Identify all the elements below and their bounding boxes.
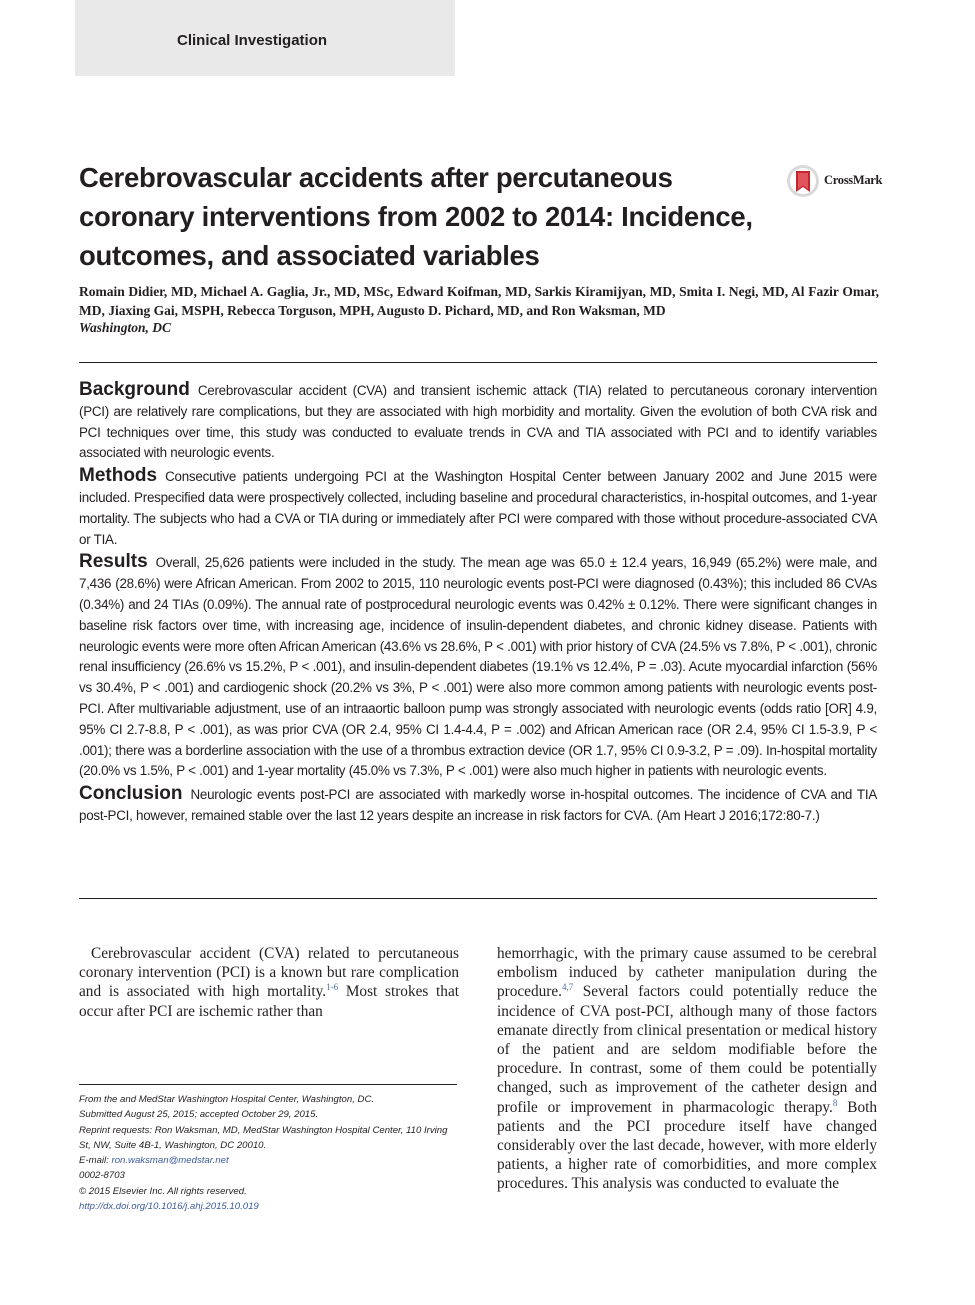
abstract-methods: [79, 466, 877, 550]
affiliation: Washington, DC: [79, 320, 172, 335]
reference-link[interactable]: 8: [832, 1097, 838, 1108]
abstract-bottom-rule: [79, 898, 877, 899]
crossmark-badge[interactable]: [786, 164, 886, 198]
doi-link[interactable]: http://dx.doi.org/10.1016/j.ahj.2015.10.019: [79, 1201, 259, 1213]
methods-heading: Methods: [79, 465, 158, 487]
body-text: hemorrhagic, with the primary cause assumed to be cerebral embolism induced by catheter manipulation during the procedure.: [497, 945, 877, 1001]
footnotes: [79, 1092, 459, 1214]
conclusion-heading: Conclusion: [79, 783, 183, 805]
background-text: Cerebrovascular accident (CVA) and transient ischemic attack (TIA) related to percutaneous coronary intervention (PCI) are relatively rare complications, but they are associated with high morbidity and mortality. Given the evolution of both CVA risk and PCI techniques over time, this study was conducted to evaluate trends in CVA and TIA associated with PCI and to identify variables associated with neurologic events.: [79, 383, 877, 461]
body-text: Several factors could potentially reduce the incidence of CVA post-PCI, although many of those factors emanate directly from clinical presentation or medical history of the patient and are seldom modifiable before the procedure. In contrast, some of them could be potentially changed, such as improvement of the catheter design and profile or improvement in pharmacologic therapy.: [497, 983, 877, 1116]
footnote-reprint: Reprint requests: Ron Waksman, MD, MedStar Washington Hospital Center, 110 Irving St, NW, Suite 4B-1, Washington, DC 20010.: [79, 1124, 448, 1151]
footnote-rule: [79, 1084, 457, 1085]
author-list: Romain Didier, MD, Michael A. Gaglia, Jr., MD, MSc, Edward Koifman, MD, Sarkis Kiramijyan, MD, Smita I. Negi, MD, Al Fazir Omar, MD, Jiaxing Gai, MSPH, Rebecca Torguson, MPH, Augusto D. Pichard, MD, and Ron Waksman, MD: [79, 284, 879, 318]
footnote-from: From the and MedStar Washington Hospital Center, Washington, DC.: [79, 1094, 375, 1105]
abstract-top-rule: [79, 362, 877, 363]
article-title: Cerebrovascular accidents after percutaneous coronary interventions from 2002 to 2014: Incidence, outcomes, and associated variables: [79, 162, 753, 271]
abstract-background: [79, 380, 877, 464]
footnote-issn: 0002-8703: [79, 1170, 125, 1182]
reference-link[interactable]: 1-6: [326, 982, 339, 993]
body-text: Both patients and the PCI procedure itself have changed considerably over the last decade, however, with more elderly patients, a higher rate of comorbidities, and more complex procedures. This analysis was conducted to evaluate the: [497, 1098, 877, 1193]
reference-link[interactable]: 4,7: [561, 982, 574, 993]
footnote-submitted: Submitted August 25, 2015; accepted October 29, 2015.: [79, 1109, 319, 1121]
email-link[interactable]: ron.waksman@medstar.net: [111, 1155, 229, 1167]
conclusion-text: Neurologic events post-PCI are associated with markedly worse in-hospital outcomes. The incidence of CVA and TIA post-PCI, however, remained stable over the last 12 years despite an increase in risk factors for CVA. (Am Heart J 2016;172:80-7.): [79, 787, 877, 823]
section-label: Clinical Investigation: [177, 32, 328, 49]
body-paragraph: [79, 944, 459, 1021]
results-text: Overall, 25,626 patients were included in the study. The mean age was 65.0 ± 12.4 years, 16,949 (65.2%) were male, and 7,436 (28.6%) were African American. From 2002 to 2015, 110 neurologic events post-PCI were diagnosed (0.43%); this included 86 CVAs (0.34%) and 24 TIAs (0.09%). The annual rate of postprocedural neurologic events was 0.42% ± 0.12%. There were significant changes in baseline risk factors over time, with increasing age, incidence of insulin-dependent diabetes, and chronic kidney disease. Patients with neurologic events were more often African American (43.6% vs 28.6%, P < .001) with prior history of CVA (24.5% vs 7.8%, P < .001), chronic renal insufficiency (26.6% vs 15.2%, P < .001), and insulin-dependent diabetes (19.1% vs 12.4%, P = .03). Acute myocardial infarction (56% vs 30.4%, P < .001) and cardiogenic shock (20.2% vs 3%, P < .001) were also more common among patients with neurologic events post-PCI. After multivariable adjustment, use of an intraaortic balloon pump was strongly associated with neurologic events (odds ratio [OR] 4.9, 95% CI 2.7-8.8, P < .001), as was prior CVA (OR 2.4, 95% CI 1.4-4.4, P = .002) and African American race (OR 2.4, 95% CI 1.5-3.9, P < .001); there was a borderline association with the use of a thrombus extraction device (OR 1.7, 95% CI 0.9-3.2, P = .09). In-hospital mortality (20.0% vs 1.5%, P < .001) and 1-year mortality (45.0% vs 7.3%, P < .001) were also much higher in patients with neurologic events.: [79, 555, 877, 779]
body-text: Cerebrovascular accident (CVA) related to percutaneous coronary intervention (PCI) is a known but rare complication and is associated with high mortality.: [79, 945, 459, 1001]
body-text: Most strokes that occur after PCI are ischemic rather than: [79, 983, 460, 1020]
methods-text: Consecutive patients undergoing PCI at the Washington Hospital Center between January 2002 and June 2015 were included. Prespecified data were prospectively collected, including baseline and procedural characteristics, in-hospital outcomes, and 1-year mortality. The subjects who had a CVA or TIA during or immediately after PCI were compared with those without procedure-associated CVA or TIA.: [79, 469, 877, 547]
body-column-left: [79, 944, 459, 1021]
abstract-results: [79, 552, 877, 782]
crossmark-icon: [786, 164, 820, 198]
crossmark-label: CrossMark: [824, 173, 883, 187]
section-tab: [75, 0, 455, 76]
results-heading: Results: [79, 551, 148, 573]
email-label: E-mail:: [79, 1155, 112, 1167]
background-heading: Background: [79, 379, 190, 400]
footnote-copyright: © 2015 Elsevier Inc. All rights reserved.: [79, 1185, 247, 1197]
body-paragraph: [497, 944, 877, 1194]
footnote-email: [79, 1153, 459, 1168]
abstract-conclusion: [79, 784, 877, 827]
body-column-right: [497, 944, 877, 1194]
abstract: [79, 380, 877, 829]
